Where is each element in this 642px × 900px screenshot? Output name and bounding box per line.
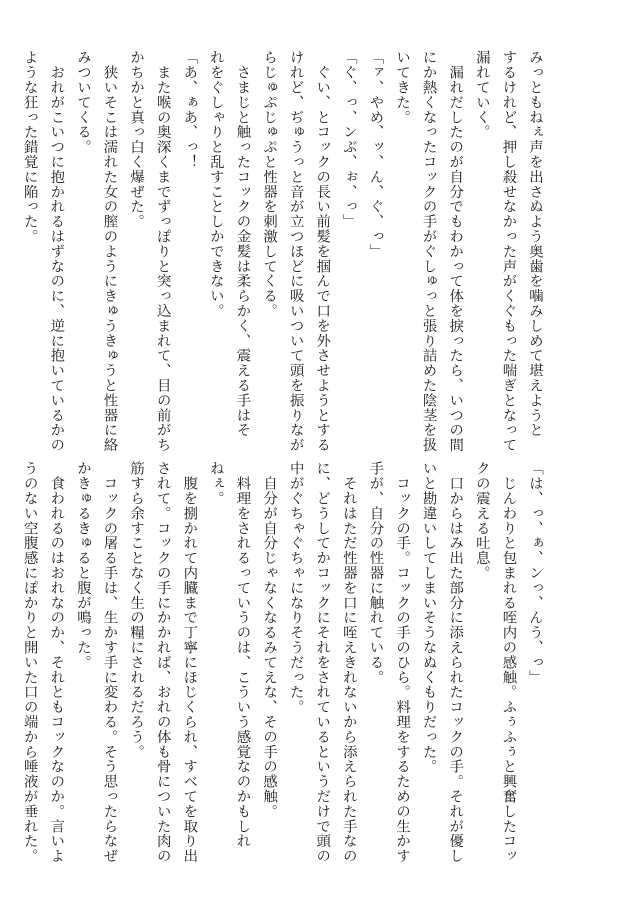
text-line: 狭いそこは濡れた女の膣のようにきゅうきゅうと性器に絡 — [101, 50, 118, 453]
text-line: 「あ、ぁあ、っ！ — [181, 50, 198, 170]
text-line: にか熱くなったコックの手がぐしゅっと張り詰めた陰茎を扱 — [420, 50, 437, 453]
text-line: 漏れだしたのが自分でもわかって体を捩ったら、いつの間 — [447, 50, 464, 453]
text-line: 自分が自分じゃなくなるみてえな、その手の感触。 — [261, 461, 278, 819]
text-line: ねぇ。 — [207, 461, 224, 506]
text-line: に、どうしてかコックにそれをされているというだけで頭の — [314, 461, 331, 864]
text-block-top — [21, 50, 548, 453]
text-line: かきゅるきゅると腹が鳴った。 — [74, 461, 91, 670]
text-line: らじゅぷじゅぷと性器を刺激してくる。 — [261, 50, 278, 319]
text-line: 「は、っ、ぁ、ンっ、んう、っ」 — [527, 461, 543, 685]
text-line: また喉の奥深くまでずっぽりと突っ込まれて、目の前がち — [154, 50, 171, 453]
text-line: みついてくる。 — [74, 50, 91, 155]
text-line: れをぐしゃりと乱すことしかできない。 — [207, 50, 224, 319]
text-line: されて。コックの手にかかれば、おれの体も骨についた肉の — [154, 461, 171, 864]
text-line: 漏れていく。 — [473, 50, 490, 140]
text-line: 食われるのはおれなのか、それともコックなのか。言いよ — [48, 461, 65, 864]
text-line: 口からはみ出た部分に添えられたコックの手。それが優し — [447, 461, 464, 864]
text-line: うのない空腹感にぽかりと開いた口の端から唾液が垂れた。 — [21, 461, 38, 864]
text-line: 「ァ、やめ、ッ、ん、ぐ、っ」 — [367, 50, 384, 259]
text-line: 腹を捌かれて内臓まで丁寧にほじくられ、すべてを取り出 — [181, 461, 198, 864]
text-line: するけれど、押し殺せなかった声がくぐもった喘ぎとなって — [500, 50, 517, 453]
text-line: 「ぐ、っ、ンぶ、ぉ、っ」 — [340, 50, 357, 229]
text-line: かちかと真っ白く爆ぜた。 — [128, 50, 145, 229]
text-line: さまじと触ったコックの金髪は柔らかく、震える手はそ — [234, 50, 251, 438]
text-line: コックの手。コックの手のひら。料理をするための生かす — [394, 461, 411, 864]
text-line: 手が、自分の性器に触れている。 — [367, 461, 384, 685]
text-line: ぐい、とコックの長い前髪を掴んで口を外させようとする — [314, 50, 331, 453]
text-line: 料理をされるっていうのは、こういう感覚なのかもしれ — [234, 461, 251, 849]
text-line: 筋すら余すことなく生の糧にされるだろう。 — [128, 461, 145, 759]
text-block-bottom — [21, 461, 548, 864]
text-line: みっともねぇ声を出さぬよう奥歯を噛みしめて堪えようと — [527, 50, 543, 438]
text-line: じんわりと包まれる咥内の感触。ふぅふぅと興奮したコッ — [500, 461, 517, 864]
text-line: それはただ性器を口に咥えきれないから添えられた手なの — [340, 461, 357, 864]
text-line: けれど、ぢゅうっと音が立つほどに吸いついて頭を振りなが — [287, 50, 304, 453]
text-line: いてきた。 — [394, 50, 411, 125]
text-line: コックの屠る手は、生かす手に変わる。そう思ったらなぜ — [101, 461, 118, 864]
text-line: おれがこいつに抱かれるはずなのに、逆に抱いているかの — [48, 50, 65, 453]
text-line: いと勘違いしてしまいそうなぬくもりだった。 — [420, 461, 437, 774]
text-line: クの震える吐息。 — [473, 461, 490, 581]
text-line: ような狂った錯覚に陥った。 — [21, 50, 38, 244]
text-line: 中がぐちゃぐちゃになりそうだった。 — [287, 461, 304, 715]
